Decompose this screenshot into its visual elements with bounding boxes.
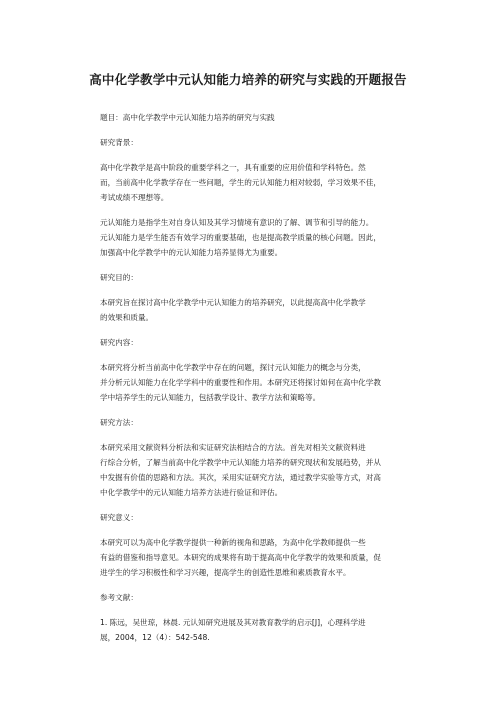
reference-item-1 (88, 615, 433, 645)
text-line: 进学生的学习积极性和学习兴趣，提高学生的创造性思维和素质教育水平。 (100, 568, 351, 577)
text-line: 加强高中化学教学中的元认知能力培养显得尤为重要。 (100, 248, 283, 257)
text-line: 本研究旨在探讨高中化学教学中元认知能力的培养研究，以此提高高中化学教学 (100, 298, 366, 307)
text-line: 的效果和质量。 (100, 313, 154, 322)
text-line: 高中化学教学是高中阶段的重要学科之一，具有重要的应用价值和学科特色。然 (100, 163, 366, 172)
content-paragraph (88, 360, 433, 405)
document-title: 高中化学教学中元认知能力培养的研究与实践的开题报告 (89, 72, 407, 87)
text-line: 考试成绩不理想等。 (100, 193, 169, 202)
text-line: 本研究可以为高中化学教学提供一种新的视角和思路，为高中化学教师提供一些 (100, 538, 366, 547)
method-heading: 研究方法： (100, 418, 138, 427)
text-line: 本研究采用文献资料分析法和实证研究法相结合的方法。首先对相关文献资料进 (100, 443, 366, 452)
content-heading: 研究内容： (100, 338, 138, 347)
text-line: 行综合分析，了解当前高中化学教学中元认知能力培养的研究现状和发展趋势，并从 (100, 458, 381, 467)
text-line: 元认知能力是学生能否有效学习的重要基础，也是提高教学质量的核心问题。因此， (100, 233, 381, 242)
significance-paragraph (88, 535, 433, 580)
text-line: 本研究将分析当前高中化学教学中存在的问题，探讨元认知能力的概念与分类， (100, 363, 366, 372)
method-paragraph (88, 440, 433, 500)
document-body (88, 110, 433, 655)
text-line: 展，2004，12（4）：542-548. (100, 633, 210, 642)
significance-heading: 研究意义： (100, 513, 138, 522)
subject-line: 题目：高中化学教学中元认知能力培养的研究与实践 (100, 113, 275, 122)
text-line: 有益的借鉴和指导意见。本研究的成果将有助于提高高中化学教学的效果和质量，促 (100, 553, 381, 562)
text-line: 而，当前高中化学教学存在一些问题，学生的元认知能力相对较弱，学习效果不佳， (100, 178, 381, 187)
text-line: 元认知能力是指学生对自身认知及其学习情境有意识的了解、调节和引导的能力。 (100, 218, 374, 227)
purpose-paragraph (88, 295, 433, 325)
text-line: 中化学教学中的元认知能力培养方法进行验证和评估。 (100, 488, 283, 497)
text-line: 学中培养学生的元认知能力，包括教学设计、教学方法和策略等。 (100, 393, 321, 402)
purpose-heading: 研究目的： (100, 273, 138, 282)
text-line: 并分析元认知能力在化学学科中的重要性和作用。本研究还将探讨如何在高中化学教 (100, 378, 381, 387)
text-line: 中发掘有价值的思路和方法。其次，采用实证研究方法，通过教学实验等方式，对高 (100, 473, 381, 482)
references-heading: 参考文献： (100, 593, 138, 602)
background-paragraph-2 (88, 215, 433, 260)
background-paragraph-1 (88, 160, 433, 205)
background-heading: 研究背景： (100, 138, 138, 147)
text-line: 1. 陈远，吴世琼，林晨. 元认知研究进展及其对教育教学的启示[J]，心理科学进 (100, 618, 366, 627)
